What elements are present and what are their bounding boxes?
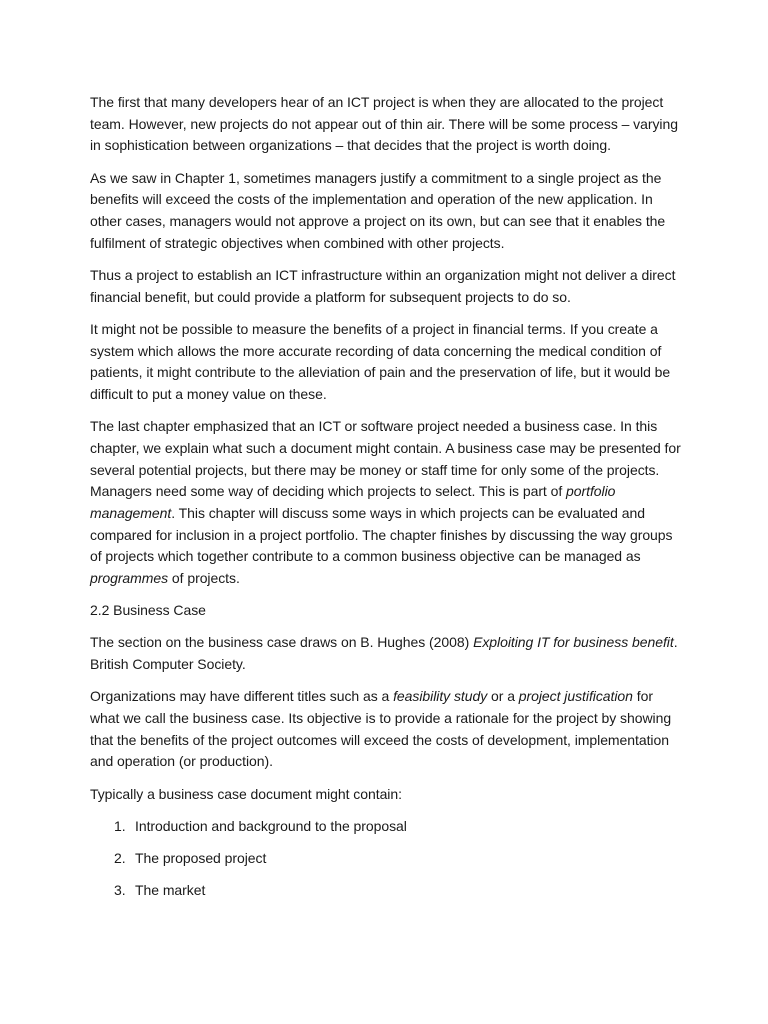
text-run: . British Computer Society. [90, 634, 678, 673]
italic-term-feasibility-study: feasibility study [393, 688, 488, 705]
list-number: 3. [114, 882, 126, 899]
business-case-contents-list [90, 816, 682, 902]
paragraph-last-chapter [90, 416, 682, 590]
section-heading: 2.2 Business Case [90, 602, 206, 619]
text-run: . This chapter will discuss some ways in which projects can be evaluated and compared for inclusion in a project portfolio. The chapter finishes by discussing the way groups of projects which together contribute to a common business objective can be managed as [90, 504, 673, 565]
paragraph-financial-terms: It might not be possible to measure the benefits of a project in financial terms. If you create a system which allows the more accurate recording of data concerning the medical condition of patients, it might contribute to the alleviation of pain and the preservation of life, but it would be difficult to put a money value on these. [90, 320, 671, 402]
list-item [90, 848, 682, 870]
italic-term-project-justification: project justification [518, 688, 633, 705]
list-item-text: The proposed project [135, 850, 267, 867]
italic-term-portfolio-management: portfolio management [90, 483, 616, 521]
text-run: The section on the business case draws on B. Hughes (2008) [90, 634, 474, 651]
paragraph-list-intro: Typically a business case document might contain: [90, 785, 402, 802]
text-run: or a [487, 688, 519, 705]
italic-book-title: Exploiting IT for business benefit [473, 634, 674, 651]
list-number: 2. [114, 850, 126, 867]
list-item [90, 816, 682, 838]
text-run: for what we call the business case. Its objective is to provide a rationale for the project by showing that the benefits of the project outcomes will exceed the costs of development, implementation and operation (or production). [90, 688, 672, 770]
document-page [90, 92, 682, 913]
text-run: The last chapter emphasized that an ICT or software project needed a business case. In this chapter, we explain what such a document might contain. A business case may be presented for several potential projects, but there may be money or staff time for only some of the projects. Managers need some way of deciding which projects to select. This is part of [90, 418, 681, 500]
paragraph-chapter-1: As we saw in Chapter 1, sometimes managers justify a commitment to a single project as the benefits will exceed the costs of the implementation and operation of the new application. In other cases, managers would not approve a project on its own, but can see that it enables the fulfilment of strategic objectives when combined with other projects. [90, 169, 666, 251]
list-number: 1. [114, 817, 126, 834]
list-item [90, 880, 682, 902]
list-item-text: Introduction and background to the proposal [135, 817, 407, 834]
paragraph-source [90, 632, 682, 675]
list-item-text: The market [135, 882, 206, 899]
italic-term-programmes: programmes [90, 570, 169, 587]
paragraph-ict-infrastructure: Thus a project to establish an ICT infrastructure within an organization might not deliver a direct financial benefit, but could provide a platform for subsequent projects to do so. [90, 266, 676, 305]
paragraph-intro: The first that many developers hear of an ICT project is when they are allocated to the project team. However, new projects do not appear out of thin air. There will be some process – varying in sophistication between organizations – that decides that the project is worth doing. [90, 94, 678, 154]
text-run: of projects. [168, 570, 240, 587]
text-run: Organizations may have different titles such as a [90, 688, 394, 705]
paragraph-titles [90, 686, 682, 773]
